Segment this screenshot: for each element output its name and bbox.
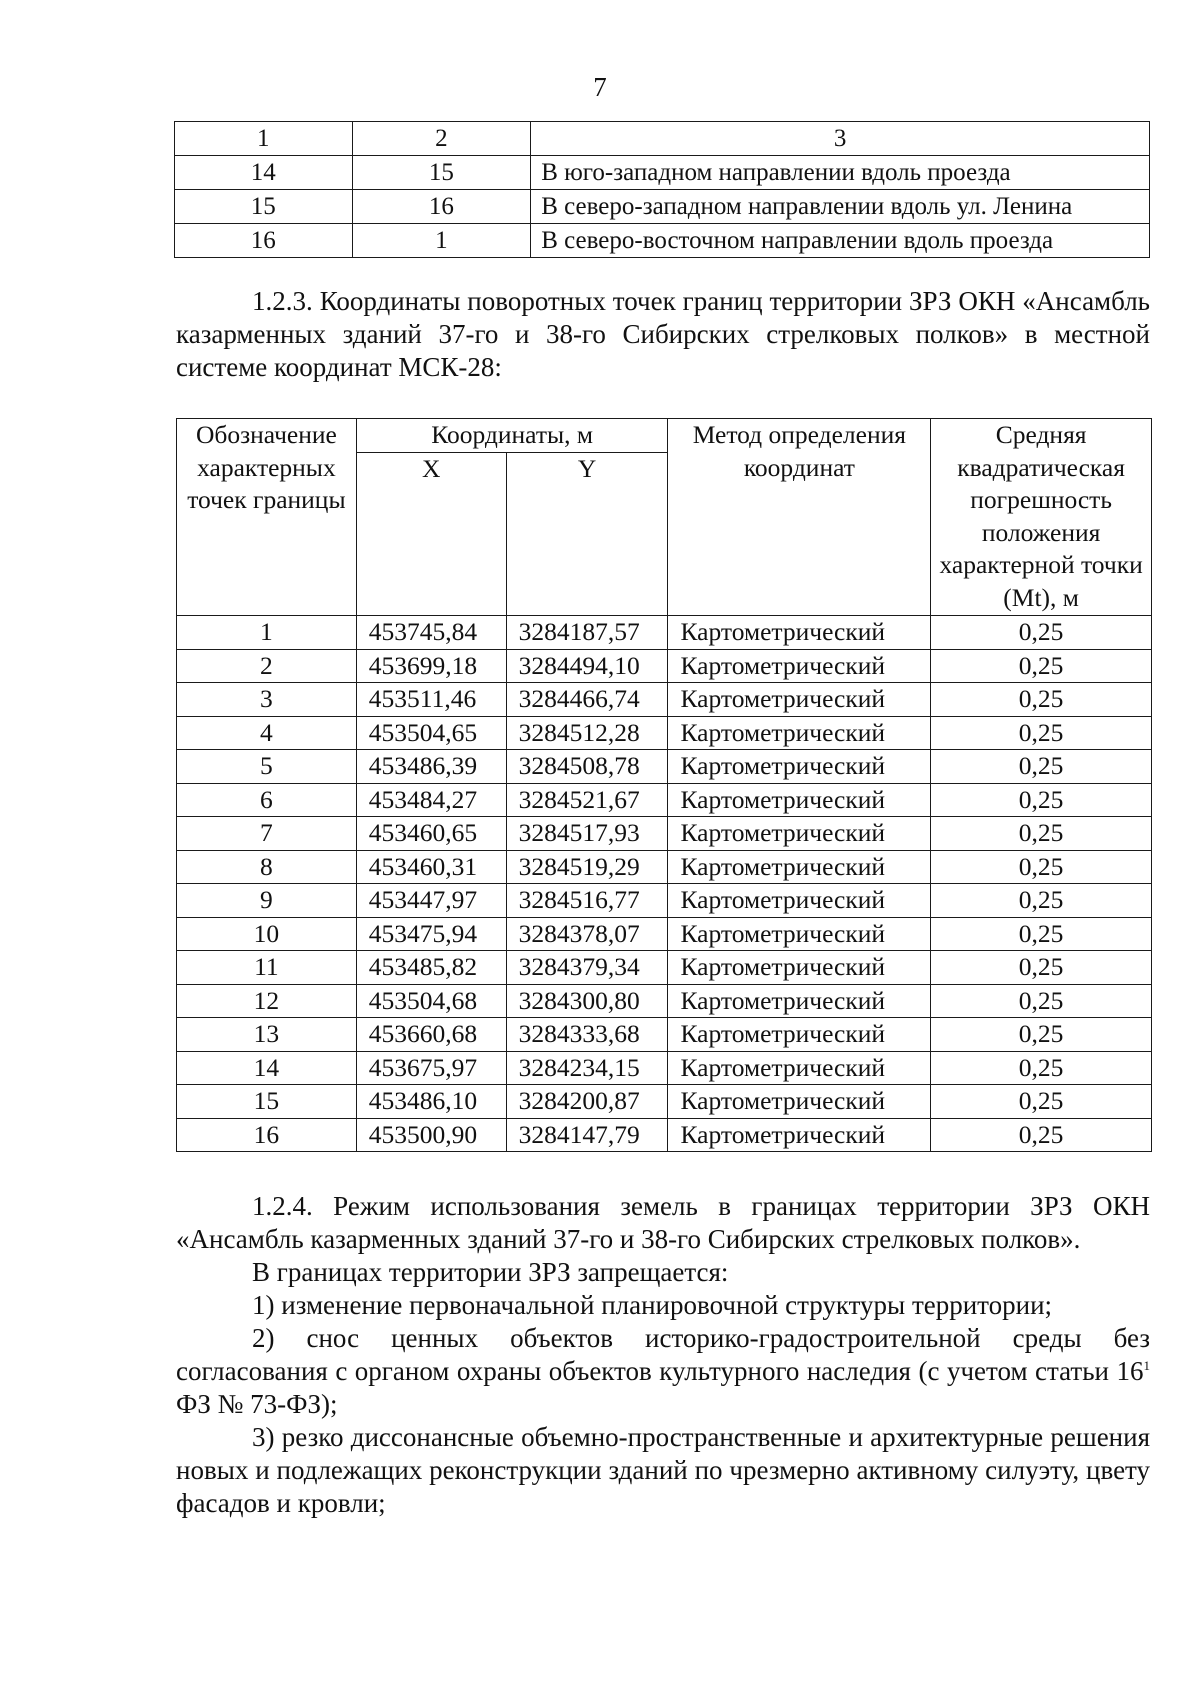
method-cell: Картометрический xyxy=(668,850,931,884)
column-number-1: 1 xyxy=(175,122,353,156)
y-coordinate-cell: 3284187,57 xyxy=(506,616,668,650)
section-1-2-4 xyxy=(176,1190,1150,1520)
method-cell: Картометрический xyxy=(668,1085,931,1119)
x-coordinate-cell: 453486,39 xyxy=(356,750,506,784)
y-coordinate-cell: 3284333,68 xyxy=(506,1018,668,1052)
x-coordinate-cell: 453447,97 xyxy=(356,884,506,918)
direction-description-cell: В юго-западном направлении вдоль проезда xyxy=(531,156,1150,190)
x-coordinate-cell: 453485,82 xyxy=(356,951,506,985)
y-coordinate-cell: 3284508,78 xyxy=(506,750,668,784)
coordinates-table-row xyxy=(177,683,1152,717)
column-number-3: 3 xyxy=(531,122,1150,156)
coordinates-table xyxy=(176,418,1152,1152)
x-coordinate-cell: 453675,97 xyxy=(356,1051,506,1085)
method-cell: Картометрический xyxy=(668,683,931,717)
method-cell: Картометрический xyxy=(668,716,931,750)
coordinates-table-row xyxy=(177,1118,1152,1152)
column-number-2: 2 xyxy=(352,122,531,156)
coordinates-header-row-1 xyxy=(177,419,1152,453)
y-coordinate-cell: 3284300,80 xyxy=(506,984,668,1018)
prohibition-item-2-text: 2) снос ценных объектов историко-градостроительной среды без согласования с органом охраны объектов культурного наследия (с учетом статьи 16 xyxy=(176,1323,1150,1386)
header-x: X xyxy=(356,452,506,615)
y-coordinate-cell: 3284516,77 xyxy=(506,884,668,918)
section-1-2-4-intro: В границах территории ЗРЗ запрещается: xyxy=(252,1257,729,1287)
y-coordinate-cell: 3284521,67 xyxy=(506,783,668,817)
method-cell: Картометрический xyxy=(668,1118,931,1152)
point-number-cell: 12 xyxy=(177,984,357,1018)
mean-error-cell: 0,25 xyxy=(931,1085,1152,1119)
method-cell: Картометрический xyxy=(668,783,931,817)
y-coordinate-cell: 3284466,74 xyxy=(506,683,668,717)
x-coordinate-cell: 453660,68 xyxy=(356,1018,506,1052)
method-cell: Картометрический xyxy=(668,750,931,784)
method-cell: Картометрический xyxy=(668,984,931,1018)
y-coordinate-cell: 3284378,07 xyxy=(506,917,668,951)
point-number-cell: 4 xyxy=(177,716,357,750)
point-number-cell: 6 xyxy=(177,783,357,817)
prohibition-item-2-superscript: 1 xyxy=(1143,1358,1150,1373)
mean-error-cell: 0,25 xyxy=(931,850,1152,884)
coordinates-table-row xyxy=(177,750,1152,784)
x-coordinate-cell: 453745,84 xyxy=(356,616,506,650)
point-number-cell: 9 xyxy=(177,884,357,918)
y-coordinate-cell: 3284519,29 xyxy=(506,850,668,884)
to-point-cell: 15 xyxy=(352,156,531,190)
point-number-cell: 8 xyxy=(177,850,357,884)
y-coordinate-cell: 3284379,34 xyxy=(506,951,668,985)
mean-error-cell: 0,25 xyxy=(931,649,1152,683)
header-point-designation: Обозначение характерных точек границы xyxy=(177,419,357,616)
mean-error-cell: 0,25 xyxy=(931,716,1152,750)
section-1-2-3-text: 1.2.3. Координаты поворотных точек границ территории ЗРЗ ОКН «Ансамбль казарменных зданий 37-го и 38-го Сибирских стрелковых полков» в местной системе координат МСК-28: xyxy=(176,286,1150,382)
direction-description-cell: В северо-восточном направлении вдоль проезда xyxy=(531,224,1150,258)
section-1-2-4-heading: 1.2.4. Режим использования земель в границах территории ЗРЗ ОКН «Ансамбль казарменных зданий 37-го и 38-го Сибирских стрелковых полков». xyxy=(176,1191,1150,1254)
y-coordinate-cell: 3284200,87 xyxy=(506,1085,668,1119)
direction-table xyxy=(174,121,1150,258)
x-coordinate-cell: 453500,90 xyxy=(356,1118,506,1152)
coordinates-table-row xyxy=(177,716,1152,750)
mean-error-cell: 0,25 xyxy=(931,783,1152,817)
x-coordinate-cell: 453475,94 xyxy=(356,917,506,951)
mean-error-cell: 0,25 xyxy=(931,917,1152,951)
mean-error-cell: 0,25 xyxy=(931,984,1152,1018)
y-coordinate-cell: 3284517,93 xyxy=(506,817,668,851)
method-cell: Картометрический xyxy=(668,649,931,683)
direction-table-body xyxy=(175,122,1150,258)
coordinates-table-row xyxy=(177,917,1152,951)
section-1-2-3 xyxy=(176,285,1150,384)
from-point-cell: 15 xyxy=(175,190,353,224)
header-mean-error: Средняя квадратическая погрешность положения характерной точки (Mt), м xyxy=(931,419,1152,616)
point-number-cell: 7 xyxy=(177,817,357,851)
coordinates-table-body xyxy=(177,616,1152,1152)
coordinates-table-row xyxy=(177,783,1152,817)
header-y: Y xyxy=(506,452,668,615)
prohibition-item-1: 1) изменение первоначальной планировочной структуры территории; xyxy=(252,1290,1053,1320)
y-coordinate-cell: 3284494,10 xyxy=(506,649,668,683)
point-number-cell: 2 xyxy=(177,649,357,683)
x-coordinate-cell: 453460,31 xyxy=(356,850,506,884)
point-number-cell: 5 xyxy=(177,750,357,784)
method-cell: Картометрический xyxy=(668,1051,931,1085)
coordinates-table-row xyxy=(177,1051,1152,1085)
mean-error-cell: 0,25 xyxy=(931,750,1152,784)
y-coordinate-cell: 3284512,28 xyxy=(506,716,668,750)
method-cell: Картометрический xyxy=(668,884,931,918)
coordinates-table-row xyxy=(177,850,1152,884)
point-number-cell: 10 xyxy=(177,917,357,951)
point-number-cell: 16 xyxy=(177,1118,357,1152)
mean-error-cell: 0,25 xyxy=(931,817,1152,851)
x-coordinate-cell: 453699,18 xyxy=(356,649,506,683)
header-coordinates: Координаты, м xyxy=(356,419,668,453)
coordinates-table-row xyxy=(177,1085,1152,1119)
method-cell: Картометрический xyxy=(668,1018,931,1052)
coordinates-table-row xyxy=(177,984,1152,1018)
x-coordinate-cell: 453504,68 xyxy=(356,984,506,1018)
point-number-cell: 3 xyxy=(177,683,357,717)
prohibition-item-2-text-end: ФЗ № 73-ФЗ); xyxy=(176,1389,338,1419)
prohibition-item-3: 3) резко диссонансные объемно-пространственные и архитектурные решения новых и подлежащих реконструкции зданий по чрезмерно активному силуэту, цвету фасадов и кровли; xyxy=(176,1422,1150,1518)
direction-description-cell: В северо-западном направлении вдоль ул. Ленина xyxy=(531,190,1150,224)
x-coordinate-cell: 453486,10 xyxy=(356,1085,506,1119)
mean-error-cell: 0,25 xyxy=(931,616,1152,650)
coordinates-table-row xyxy=(177,616,1152,650)
direction-table-row xyxy=(175,190,1150,224)
coordinates-table-row xyxy=(177,1018,1152,1052)
mean-error-cell: 0,25 xyxy=(931,1051,1152,1085)
method-cell: Картометрический xyxy=(668,951,931,985)
x-coordinate-cell: 453504,65 xyxy=(356,716,506,750)
coordinates-table-row xyxy=(177,884,1152,918)
mean-error-cell: 0,25 xyxy=(931,884,1152,918)
method-cell: Картометрический xyxy=(668,817,931,851)
y-coordinate-cell: 3284234,15 xyxy=(506,1051,668,1085)
direction-table-header-row xyxy=(175,122,1150,156)
header-method: Метод определения координат xyxy=(668,419,931,616)
coordinates-table-row xyxy=(177,951,1152,985)
method-cell: Картометрический xyxy=(668,917,931,951)
direction-table-row xyxy=(175,224,1150,258)
point-number-cell: 13 xyxy=(177,1018,357,1052)
point-number-cell: 11 xyxy=(177,951,357,985)
mean-error-cell: 0,25 xyxy=(931,1018,1152,1052)
x-coordinate-cell: 453484,27 xyxy=(356,783,506,817)
y-coordinate-cell: 3284147,79 xyxy=(506,1118,668,1152)
point-number-cell: 15 xyxy=(177,1085,357,1119)
mean-error-cell: 0,25 xyxy=(931,683,1152,717)
method-cell: Картометрический xyxy=(668,616,931,650)
page-number: 7 xyxy=(593,72,607,102)
to-point-cell: 16 xyxy=(352,190,531,224)
coordinates-table-row xyxy=(177,649,1152,683)
mean-error-cell: 0,25 xyxy=(931,1118,1152,1152)
mean-error-cell: 0,25 xyxy=(931,951,1152,985)
x-coordinate-cell: 453460,65 xyxy=(356,817,506,851)
direction-table-row xyxy=(175,156,1150,190)
point-number-cell: 14 xyxy=(177,1051,357,1085)
coordinates-table-row xyxy=(177,817,1152,851)
from-point-cell: 14 xyxy=(175,156,353,190)
point-number-cell: 1 xyxy=(177,616,357,650)
from-point-cell: 16 xyxy=(175,224,353,258)
x-coordinate-cell: 453511,46 xyxy=(356,683,506,717)
prohibition-item-2 xyxy=(176,1322,1150,1421)
to-point-cell: 1 xyxy=(352,224,531,258)
